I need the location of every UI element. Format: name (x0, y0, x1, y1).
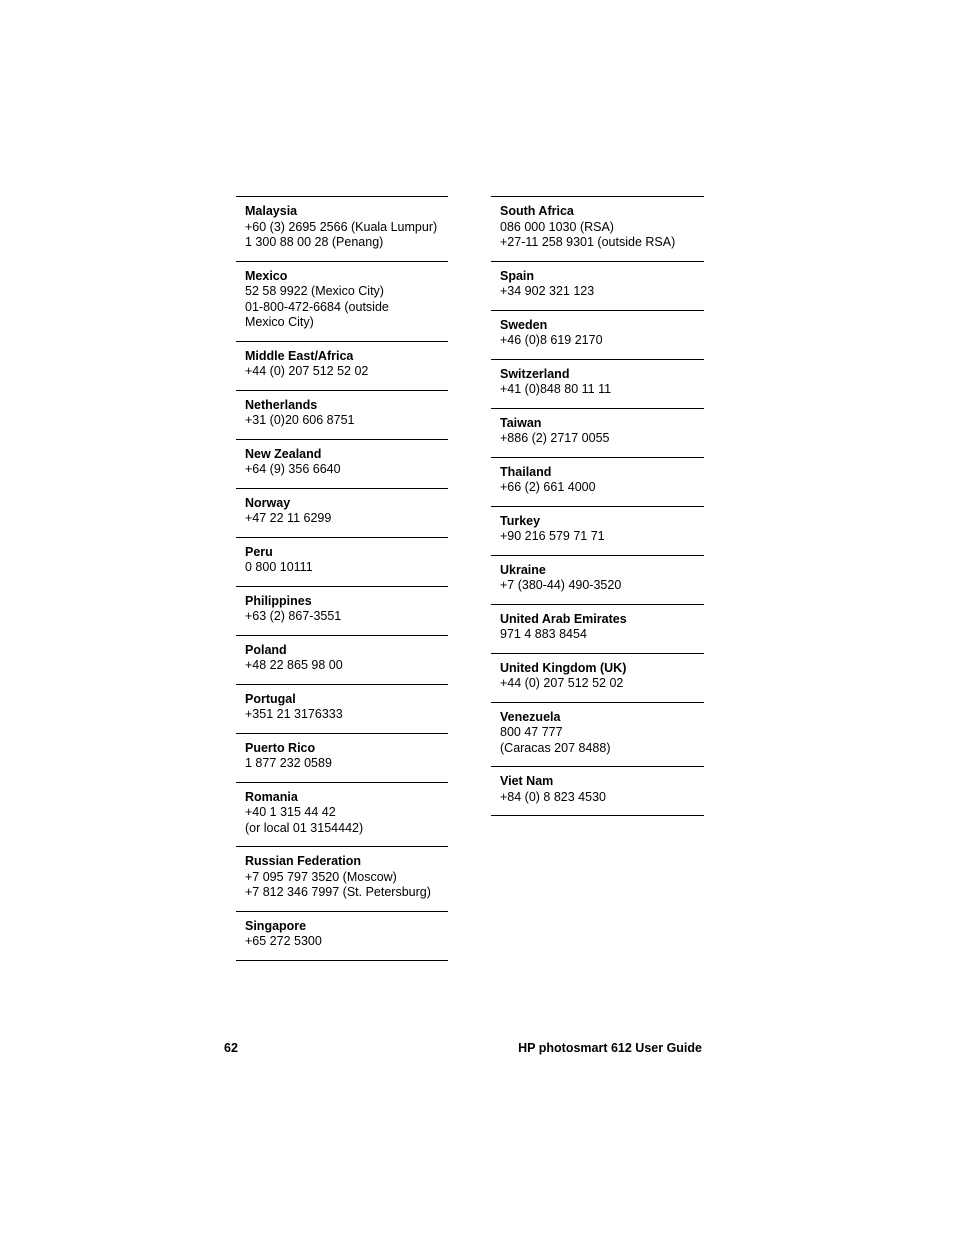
phone-line: +7 (380-44) 490-3520 (500, 578, 622, 592)
country-name: Ukraine (500, 562, 546, 577)
country-entry (491, 605, 704, 654)
country-entry (236, 538, 448, 587)
country-entry (236, 587, 448, 636)
country-entry (491, 409, 704, 458)
phone-line: +40 1 315 44 42 (245, 805, 336, 819)
country-name: Middle East/Africa (245, 348, 354, 363)
country-name: Mexico (245, 268, 288, 283)
phone-line: +351 21 3176333 (245, 707, 343, 721)
country-entry (491, 767, 704, 816)
guide-title: HP photosmart 612 User Guide (518, 1041, 702, 1055)
country-name: Netherlands (245, 397, 318, 412)
country-entry (236, 783, 448, 848)
country-name: Poland (245, 642, 287, 657)
phone-line: (or local 01 3154442) (245, 820, 364, 835)
country-name: Russian Federation (245, 854, 361, 868)
country-name: Puerto Rico (245, 740, 316, 755)
support-phone-list-right (491, 196, 704, 816)
country-entry (491, 458, 704, 507)
phone-line: 01-800-472-6684 (outside (245, 299, 389, 314)
phone-line: 1 877 232 0589 (245, 756, 332, 770)
support-phone-list-left (236, 196, 448, 961)
phone-line: +84 (0) 8 823 4530 (500, 789, 606, 804)
phone-line: +60 (3) 2695 2566 (Kuala Lumpur) (245, 219, 438, 234)
phone-line: 800 47 777 (500, 725, 563, 739)
country-name: Taiwan (500, 415, 542, 430)
phone-line: +46 (0)8 619 2170 (500, 333, 603, 347)
country-name: Sweden (500, 317, 548, 332)
country-name: Norway (245, 495, 291, 510)
country-name: Viet Nam (500, 774, 554, 788)
country-name: Malaysia (245, 204, 298, 218)
country-name: Switzerland (500, 366, 570, 381)
phone-line: 0 800 10111 (245, 560, 313, 574)
country-entry (236, 440, 448, 489)
country-entry (491, 197, 704, 262)
country-entry (236, 489, 448, 538)
country-entry (236, 912, 448, 961)
country-entry (236, 685, 448, 734)
country-entry (236, 342, 448, 391)
country-name: Peru (245, 544, 273, 559)
country-entry (236, 847, 448, 912)
phone-line: +63 (2) 867-3551 (245, 609, 342, 623)
phone-line: 971 4 883 8454 (500, 627, 587, 641)
country-name: United Kingdom (UK) (500, 660, 627, 675)
phone-line: +65 272 5300 (245, 934, 322, 948)
phone-line: 1 300 88 00 28 (Penang) (245, 235, 384, 249)
country-entry (236, 734, 448, 783)
country-name: Spain (500, 268, 535, 283)
country-name: Singapore (245, 918, 307, 933)
country-name: Thailand (500, 464, 552, 479)
country-name: Turkey (500, 513, 541, 528)
phone-line: +44 (0) 207 512 52 02 (500, 676, 624, 690)
phone-line: +48 22 865 98 00 (245, 658, 343, 672)
country-name: Portugal (245, 691, 296, 706)
phone-line: +66 (2) 661 4000 (500, 480, 596, 494)
phone-line: 086 000 1030 (RSA) (500, 219, 614, 234)
country-entry (491, 654, 704, 703)
country-entry (491, 556, 704, 605)
phone-line: +27-11 258 9301 (outside RSA) (500, 235, 676, 249)
country-name: Philippines (245, 593, 312, 608)
phone-line: +31 (0)20 606 8751 (245, 413, 355, 427)
phone-line: +90 216 579 71 71 (500, 529, 605, 543)
phone-line: +34 902 321 123 (500, 284, 595, 298)
country-entry (236, 391, 448, 440)
phone-line: +41 (0)848 80 11 11 (500, 382, 612, 396)
country-entry (236, 636, 448, 685)
phone-line: (Caracas 207 8488) (500, 740, 611, 755)
country-entry (491, 262, 704, 311)
phone-line: +47 22 11 6299 (245, 511, 332, 525)
page-number: 62 (224, 1041, 238, 1055)
phone-line: +64 (9) 356 6640 (245, 462, 341, 476)
phone-line: +7 095 797 3520 (Moscow) (245, 869, 397, 884)
country-entry (491, 311, 704, 360)
country-entry (236, 197, 448, 262)
country-name: New Zealand (245, 446, 322, 461)
phone-line: +44 (0) 207 512 52 02 (245, 364, 369, 378)
country-entry (491, 703, 704, 768)
phone-line: +7 812 346 7997 (St. Petersburg) (245, 885, 431, 899)
country-name: South Africa (500, 204, 574, 218)
country-name: Romania (245, 789, 298, 804)
phone-line: 52 58 9922 (Mexico City) (245, 284, 384, 298)
country-name: Venezuela (500, 709, 561, 724)
phone-line: Mexico City) (245, 315, 314, 329)
country-entry (491, 360, 704, 409)
country-entry (236, 262, 448, 342)
country-name: United Arab Emirates (500, 611, 627, 626)
country-entry (491, 507, 704, 556)
phone-line: +886 (2) 2717 0055 (500, 431, 610, 445)
